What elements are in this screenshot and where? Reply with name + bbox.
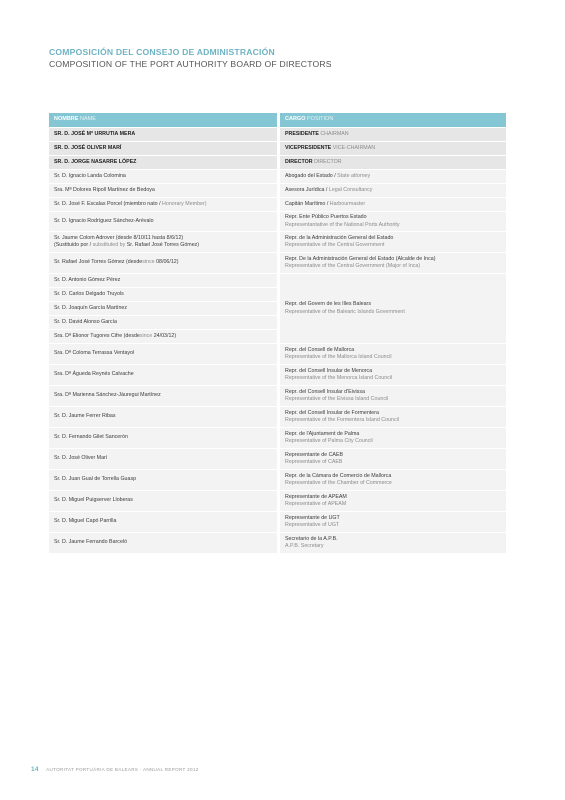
member-name: Sr. D. Juan Gual de Torrella Guasp bbox=[49, 470, 280, 491]
member-name: Sr. D. Antonio Gómez Pérez bbox=[49, 274, 280, 288]
member-position: Repr. del Consell Insular de Menorca Representative of the Menorca Island Council bbox=[280, 365, 506, 386]
member-name: Sr. D. Joaquín García Martínez bbox=[49, 302, 280, 316]
member-name: SR. D. JORGE NASARRE LÓPEZ bbox=[49, 156, 280, 170]
member-name: Sr. Jaume Colom Adrover (desde 8/10/11 hasta 8/6/12) (Sustituido por / substituted by Sr. Rafael José Torres Gómez) bbox=[49, 232, 280, 253]
member-position: Repr. De la Administración General del Estado (Alcalde de Inca) Representative of the Central Government (Major of Inca) bbox=[280, 253, 506, 274]
member-position: PRESIDENTE CHAIRMAN bbox=[280, 128, 506, 142]
member-row bbox=[49, 428, 506, 449]
member-row bbox=[49, 386, 506, 407]
member-name: Sra. Dª Águeda Reynés Calvache bbox=[49, 365, 280, 386]
member-row bbox=[49, 198, 506, 212]
member-name: Sr. D. Fernando Gilet Sancerón bbox=[49, 428, 280, 449]
member-name: Sr. D. Jaume Ferrer Ribas bbox=[49, 407, 280, 428]
member-row bbox=[49, 407, 506, 428]
page-footer: 14 AUTORITAT PORTUÀRIA DE BALEARS · ANNUAL REPORT 2012 bbox=[31, 766, 199, 773]
member-position: Secretario de la A.P.B. A.P.B. Secretary bbox=[280, 533, 506, 554]
member-position: Repr. del Consell Insular d'Eivissa Representative of the Eivissa Island Council bbox=[280, 386, 506, 407]
member-row bbox=[49, 184, 506, 198]
member-position: Capitán Marítimo / Harbourmaster bbox=[280, 198, 506, 212]
member-name: Sr. D. Ignacio Landa Colomina bbox=[49, 170, 280, 184]
member-row bbox=[49, 274, 506, 288]
member-name: Sra. Dª Marienna Sánchez-Jáuregui Martínez bbox=[49, 386, 280, 407]
member-row bbox=[49, 212, 506, 232]
member-name: Sr. D. Miguel Capó Parrilla bbox=[49, 512, 280, 533]
name-column-header: NOMBRE NAME bbox=[49, 113, 280, 128]
member-row bbox=[49, 449, 506, 470]
position-column-header: CARGO POSITION bbox=[280, 113, 506, 128]
officer-row bbox=[49, 142, 506, 156]
member-row bbox=[49, 232, 506, 253]
officer-row bbox=[49, 156, 506, 170]
title-spanish: COMPOSICIÓN DEL CONSEJO DE ADMINISTRACIÓN bbox=[49, 47, 275, 57]
member-name: Sr. D. José F. Escalas Porcel (miembro nato / Honorary Member) bbox=[49, 198, 280, 212]
member-name: Sr. D. Jaume Ferrando Barceló bbox=[49, 533, 280, 554]
member-name: Sr. D. Carlos Delgado Truyols bbox=[49, 288, 280, 302]
member-position: Abogado del Estado / State attorney bbox=[280, 170, 506, 184]
member-position: Representante de CAEB Representative of CAEB bbox=[280, 449, 506, 470]
member-name: SR. D. JOSÉ OLIVER MARÍ bbox=[49, 142, 280, 156]
member-name: SR. D. JOSÉ Mª URRUTIA MERA bbox=[49, 128, 280, 142]
member-position: Repr. del Consell de Mallorca Representative of the Mallorca Island Council bbox=[280, 344, 506, 365]
member-row bbox=[49, 170, 506, 184]
member-name: Sr. D. Miguel Puigserver Lloberas bbox=[49, 491, 280, 512]
member-row bbox=[49, 491, 506, 512]
member-row bbox=[49, 533, 506, 554]
member-position: Repr. de la Cámara de Comercio de Mallorca Representative of the Chamber of Commerce bbox=[280, 470, 506, 491]
member-row bbox=[49, 253, 506, 274]
footer-report: ANNUAL REPORT 2012 bbox=[142, 767, 199, 772]
member-position: Repr. del Govern de les Illes Balears Representative of the Balearic Islands Government bbox=[280, 274, 506, 344]
member-position: DIRECTOR DIRECTOR bbox=[280, 156, 506, 170]
member-position: Representante de APEAM Representative of APEAM bbox=[280, 491, 506, 512]
board-table bbox=[49, 113, 506, 554]
member-row bbox=[49, 344, 506, 365]
member-name: Sr. D. David Alonso García bbox=[49, 316, 280, 330]
member-name: Sr. D. José Oliver Marí bbox=[49, 449, 280, 470]
member-row bbox=[49, 470, 506, 491]
member-name: Sra. Dª Coloma Terrassa Ventayol bbox=[49, 344, 280, 365]
title-english: COMPOSITION OF THE PORT AUTHORITY BOARD OF DIRECTORS bbox=[49, 59, 332, 69]
page-number: 14 bbox=[31, 766, 39, 773]
member-row bbox=[49, 512, 506, 533]
member-position: Repr. de l'Ajuntament de Palma Representative of Palma City Council bbox=[280, 428, 506, 449]
page-heading bbox=[49, 47, 332, 69]
officer-row bbox=[49, 128, 506, 142]
table-header-row bbox=[49, 113, 506, 128]
member-name: Sr. D. Ignacio Rodríguez Sánchez-Arévalo bbox=[49, 212, 280, 232]
member-name: Sr. Rafael José Torres Gómez (desdesince 08/06/12) bbox=[49, 253, 280, 274]
member-position: Repr. Ente Público Puertos Estado Representantative of the National Ports Authority bbox=[280, 212, 506, 232]
member-position: Representante de UGT Representative of UGT bbox=[280, 512, 506, 533]
member-name: Sra. Mª Dolores Ripoll Martínez de Bedoya bbox=[49, 184, 280, 198]
member-row bbox=[49, 365, 506, 386]
member-position: Repr. del Consell Insular de Formentera Representative of the Formentera Island Council bbox=[280, 407, 506, 428]
footer-org: AUTORITAT PORTUÀRIA DE BALEARS bbox=[46, 767, 139, 772]
member-position: Asesora Jurídica / Legal Consultancy bbox=[280, 184, 506, 198]
member-name: Sra. Dª Elionor Tugores Cifre (desdesince 24/03/12) bbox=[49, 330, 280, 344]
member-position: Repr. de la Administración General del Estado Representative of the Central Government bbox=[280, 232, 506, 253]
member-position: VICEPRESIDENTE VICE-CHAIRMAN bbox=[280, 142, 506, 156]
